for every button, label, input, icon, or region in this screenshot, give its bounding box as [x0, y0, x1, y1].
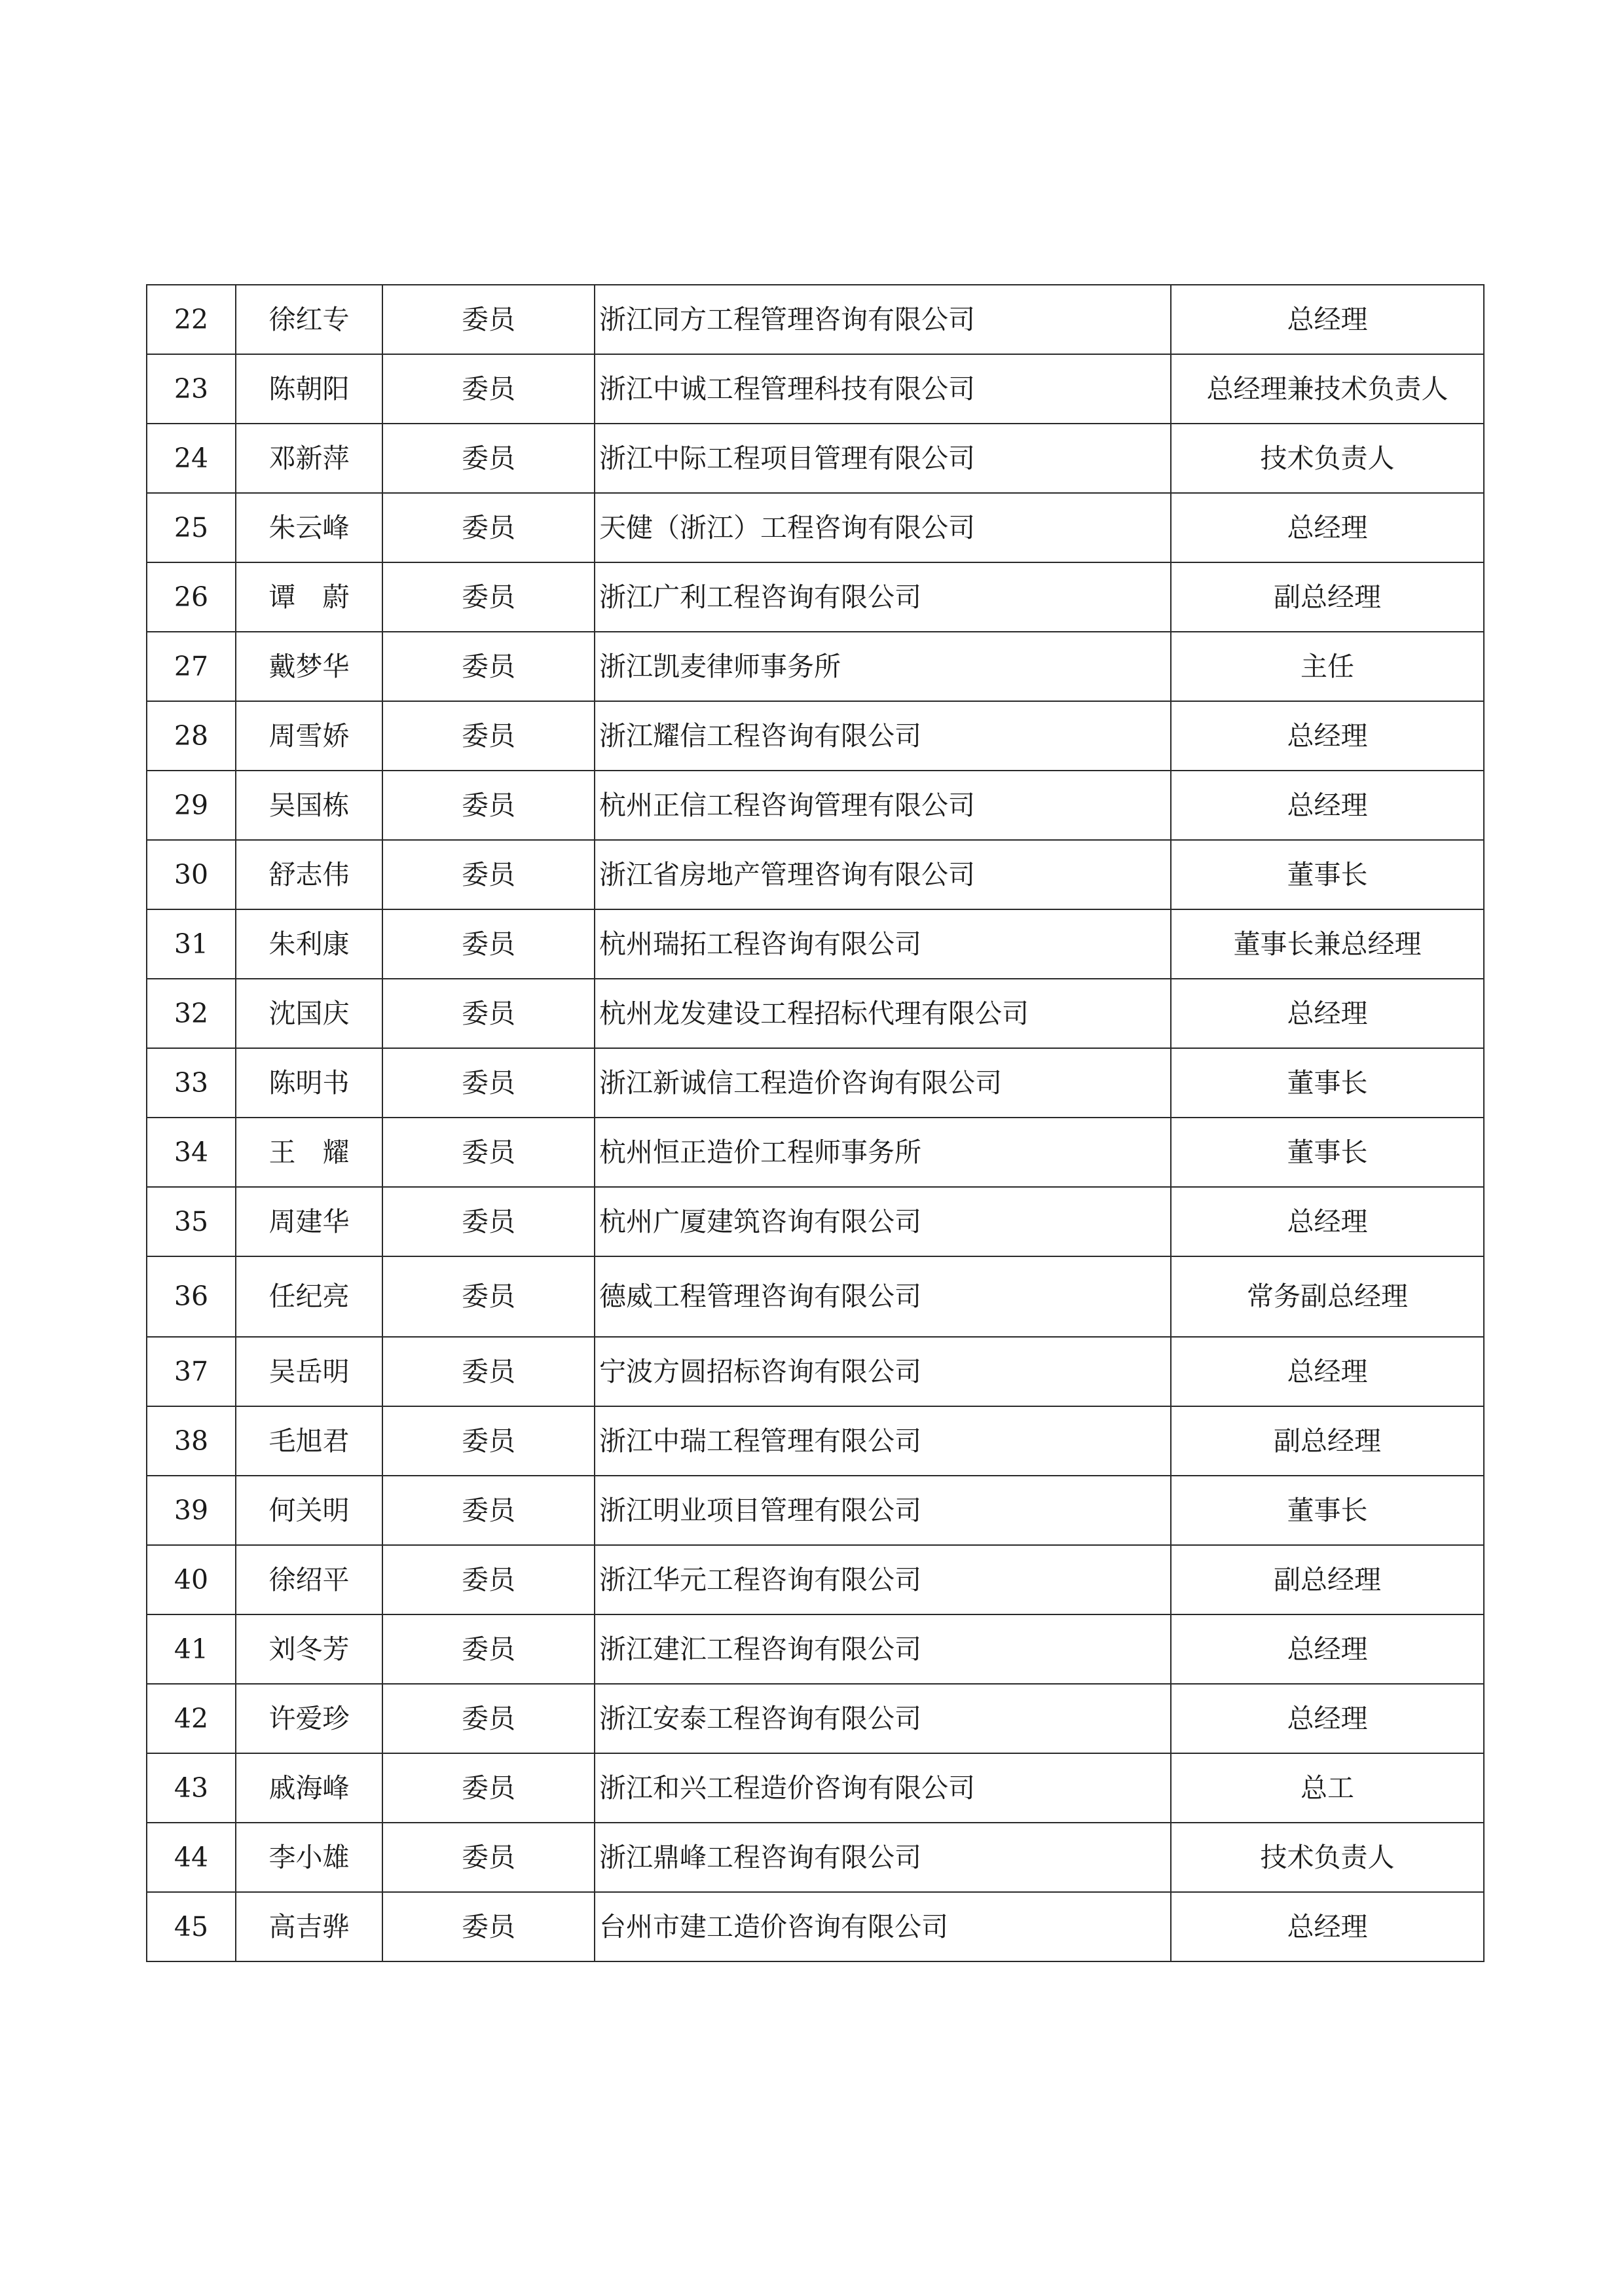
- member-name: 李小雄: [236, 1823, 382, 1892]
- committee-member-table: [146, 284, 1485, 1962]
- member-name: 刘冬芳: [236, 1614, 382, 1684]
- member-position: 总经理: [1171, 1337, 1484, 1406]
- member-organization: 浙江新诚信工程造价咨询有限公司: [595, 1048, 1171, 1118]
- member-position: 副总经理: [1171, 1545, 1484, 1614]
- row-number: 34: [147, 1118, 236, 1187]
- table-row: [147, 354, 1484, 424]
- table-row: [147, 909, 1484, 979]
- member-role: 委员: [382, 1614, 595, 1684]
- member-role: 委员: [382, 1545, 595, 1614]
- row-number: 30: [147, 840, 236, 909]
- member-name: 邓新萍: [236, 424, 382, 493]
- member-role: 委员: [382, 1684, 595, 1753]
- member-organization: 浙江明业项目管理有限公司: [595, 1476, 1171, 1545]
- committee-member-rows: [147, 285, 1484, 1961]
- table-row: [147, 1614, 1484, 1684]
- member-role: 委员: [382, 979, 595, 1048]
- member-organization: 浙江建汇工程咨询有限公司: [595, 1614, 1171, 1684]
- member-position: 总经理: [1171, 493, 1484, 562]
- member-name: 吴岳明: [236, 1337, 382, 1406]
- row-number: 25: [147, 493, 236, 562]
- member-organization: 台州市建工造价咨询有限公司: [595, 1892, 1171, 1961]
- row-number: 26: [147, 562, 236, 632]
- member-organization: 浙江耀信工程咨询有限公司: [595, 701, 1171, 771]
- table-row: [147, 1476, 1484, 1545]
- member-position: 技术负责人: [1171, 424, 1484, 493]
- member-organization: 杭州正信工程咨询管理有限公司: [595, 771, 1171, 840]
- member-position: 董事长: [1171, 840, 1484, 909]
- member-position: 总经理: [1171, 1684, 1484, 1753]
- member-name: 沈国庆: [236, 979, 382, 1048]
- table-row: [147, 771, 1484, 840]
- member-name: 周雪娇: [236, 701, 382, 771]
- row-number: 36: [147, 1256, 236, 1337]
- table-row: [147, 632, 1484, 701]
- member-position: 总工: [1171, 1753, 1484, 1823]
- member-position: 董事长兼总经理: [1171, 909, 1484, 979]
- member-role: 委员: [382, 909, 595, 979]
- row-number: 27: [147, 632, 236, 701]
- row-number: 41: [147, 1614, 236, 1684]
- row-number: 35: [147, 1187, 236, 1256]
- member-organization: 杭州恒正造价工程师事务所: [595, 1118, 1171, 1187]
- member-position: 总经理兼技术负责人: [1171, 354, 1484, 424]
- row-number: 24: [147, 424, 236, 493]
- table-row: [147, 979, 1484, 1048]
- member-name: 任纪亮: [236, 1256, 382, 1337]
- member-organization: 宁波方圆招标咨询有限公司: [595, 1337, 1171, 1406]
- member-role: 委员: [382, 1892, 595, 1961]
- member-organization: 浙江中瑞工程管理有限公司: [595, 1406, 1171, 1476]
- member-name: 陈明书: [236, 1048, 382, 1118]
- member-role: 委员: [382, 285, 595, 354]
- row-number: 29: [147, 771, 236, 840]
- member-organization: 杭州瑞拓工程咨询有限公司: [595, 909, 1171, 979]
- member-role: 委员: [382, 1118, 595, 1187]
- table-row: [147, 1684, 1484, 1753]
- table-row: [147, 1823, 1484, 1892]
- table-row: [147, 1406, 1484, 1476]
- row-number: 28: [147, 701, 236, 771]
- member-role: 委员: [382, 1187, 595, 1256]
- member-name: 朱利康: [236, 909, 382, 979]
- member-organization: 浙江省房地产管理咨询有限公司: [595, 840, 1171, 909]
- member-position: 总经理: [1171, 285, 1484, 354]
- member-organization: 浙江鼎峰工程咨询有限公司: [595, 1823, 1171, 1892]
- member-position: 主任: [1171, 632, 1484, 701]
- member-name: 陈朝阳: [236, 354, 382, 424]
- row-number: 39: [147, 1476, 236, 1545]
- member-role: 委员: [382, 562, 595, 632]
- member-organization: 浙江广利工程咨询有限公司: [595, 562, 1171, 632]
- member-organization: 浙江凯麦律师事务所: [595, 632, 1171, 701]
- table-row: [147, 424, 1484, 493]
- member-name: 朱云峰: [236, 493, 382, 562]
- table-row: [147, 1118, 1484, 1187]
- table-row: [147, 1337, 1484, 1406]
- member-name: 高吉骅: [236, 1892, 382, 1961]
- member-organization: 杭州龙发建设工程招标代理有限公司: [595, 979, 1171, 1048]
- member-position: 董事长: [1171, 1048, 1484, 1118]
- row-number: 31: [147, 909, 236, 979]
- row-number: 22: [147, 285, 236, 354]
- member-role: 委员: [382, 632, 595, 701]
- table-row: [147, 562, 1484, 632]
- member-position: 副总经理: [1171, 1406, 1484, 1476]
- table-row: [147, 1753, 1484, 1823]
- member-name: 戚海峰: [236, 1753, 382, 1823]
- table-row: [147, 1545, 1484, 1614]
- table-row: [147, 840, 1484, 909]
- member-name: 毛旭君: [236, 1406, 382, 1476]
- member-role: 委员: [382, 1337, 595, 1406]
- member-name: 何关明: [236, 1476, 382, 1545]
- member-name: 吴国栋: [236, 771, 382, 840]
- member-position: 副总经理: [1171, 562, 1484, 632]
- member-role: 委员: [382, 493, 595, 562]
- row-number: 38: [147, 1406, 236, 1476]
- member-name: 徐绍平: [236, 1545, 382, 1614]
- member-role: 委员: [382, 1753, 595, 1823]
- table-row: [147, 1048, 1484, 1118]
- member-role: 委员: [382, 1823, 595, 1892]
- member-position: 总经理: [1171, 1187, 1484, 1256]
- row-number: 40: [147, 1545, 236, 1614]
- member-role: 委员: [382, 840, 595, 909]
- member-name: 戴梦华: [236, 632, 382, 701]
- member-name: 周建华: [236, 1187, 382, 1256]
- member-position: 董事长: [1171, 1476, 1484, 1545]
- member-name: 徐红专: [236, 285, 382, 354]
- member-organization: 天健（浙江）工程咨询有限公司: [595, 493, 1171, 562]
- row-number: 33: [147, 1048, 236, 1118]
- member-name: 舒志伟: [236, 840, 382, 909]
- member-organization: 浙江中诚工程管理科技有限公司: [595, 354, 1171, 424]
- member-position: 总经理: [1171, 1614, 1484, 1684]
- row-number: 37: [147, 1337, 236, 1406]
- member-position: 董事长: [1171, 1118, 1484, 1187]
- member-organization: 浙江同方工程管理咨询有限公司: [595, 285, 1171, 354]
- row-number: 32: [147, 979, 236, 1048]
- member-organization: 浙江华元工程咨询有限公司: [595, 1545, 1171, 1614]
- row-number: 23: [147, 354, 236, 424]
- member-organization: 浙江安泰工程咨询有限公司: [595, 1684, 1171, 1753]
- member-name: 王 耀: [236, 1118, 382, 1187]
- member-organization: 浙江和兴工程造价咨询有限公司: [595, 1753, 1171, 1823]
- row-number: 45: [147, 1892, 236, 1961]
- table-row: [147, 1187, 1484, 1256]
- row-number: 44: [147, 1823, 236, 1892]
- member-position: 技术负责人: [1171, 1823, 1484, 1892]
- member-organization: 德威工程管理咨询有限公司: [595, 1256, 1171, 1337]
- member-position: 常务副总经理: [1171, 1256, 1484, 1337]
- table-row: [147, 701, 1484, 771]
- member-name: 谭 蔚: [236, 562, 382, 632]
- member-position: 总经理: [1171, 701, 1484, 771]
- member-name: 许爱珍: [236, 1684, 382, 1753]
- member-role: 委员: [382, 1048, 595, 1118]
- table-row: [147, 1256, 1484, 1337]
- member-role: 委员: [382, 424, 595, 493]
- row-number: 42: [147, 1684, 236, 1753]
- member-role: 委员: [382, 771, 595, 840]
- member-role: 委员: [382, 1406, 595, 1476]
- table-row: [147, 493, 1484, 562]
- member-position: 总经理: [1171, 979, 1484, 1048]
- member-position: 总经理: [1171, 771, 1484, 840]
- member-organization: 浙江中际工程项目管理有限公司: [595, 424, 1171, 493]
- member-role: 委员: [382, 1476, 595, 1545]
- member-role: 委员: [382, 1256, 595, 1337]
- member-role: 委员: [382, 354, 595, 424]
- member-role: 委员: [382, 701, 595, 771]
- row-number: 43: [147, 1753, 236, 1823]
- member-organization: 杭州广厦建筑咨询有限公司: [595, 1187, 1171, 1256]
- table-row: [147, 285, 1484, 354]
- member-position: 总经理: [1171, 1892, 1484, 1961]
- table-row: [147, 1892, 1484, 1961]
